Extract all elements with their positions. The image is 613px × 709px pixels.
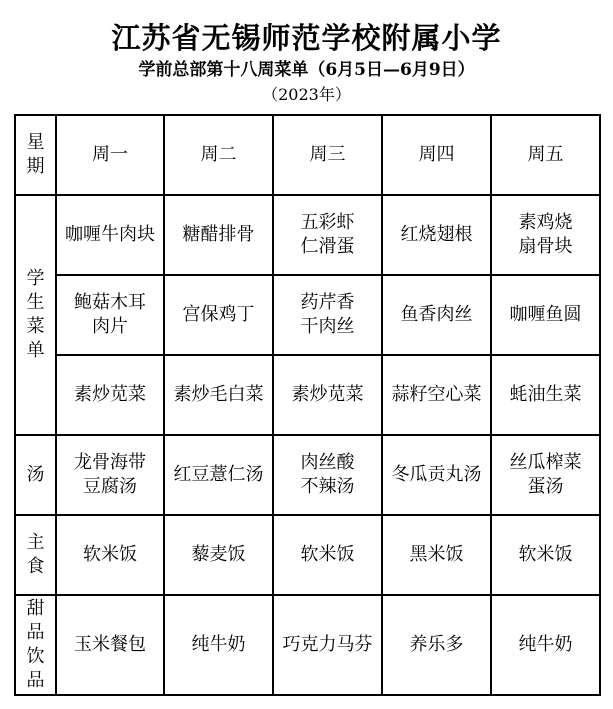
- staple-row: [15, 515, 600, 595]
- dish-name: 咖喱鱼圆: [509, 304, 582, 325]
- day-header: 周一: [56, 115, 164, 195]
- menu-cell: [56, 355, 164, 435]
- staple-name: 软米饭: [300, 544, 355, 565]
- menu-cell: [491, 275, 600, 355]
- menu-cell: [491, 595, 600, 695]
- dish-name: 素鸡烧扇骨块: [518, 212, 573, 257]
- day-header: 周三: [273, 115, 382, 195]
- dessert-label: 甜品饮品: [26, 598, 45, 691]
- dessert-row: [15, 595, 600, 695]
- menu-cell: [164, 355, 273, 435]
- staple-name: 软米饭: [518, 544, 573, 565]
- soup-name: 肉丝酸不辣汤: [300, 452, 355, 497]
- dish-name: 素炒苋菜: [74, 384, 146, 405]
- soup-name: 红豆薏仁汤: [173, 464, 264, 485]
- menu-cell: [164, 435, 273, 515]
- menu-cell: [382, 275, 491, 355]
- menu-cell: [273, 275, 382, 355]
- menu-cell: [491, 355, 600, 435]
- staple-name: 软米饭: [83, 544, 137, 565]
- menu-cell: [491, 435, 600, 515]
- dish-name: 红烧翅根: [400, 224, 473, 245]
- day-header: 周五: [491, 115, 600, 195]
- dessert-name: 巧克力马芬: [282, 634, 373, 655]
- dish-name: 素炒毛白菜: [173, 384, 264, 405]
- dish-name: 蒜籽空心菜: [391, 384, 482, 405]
- dish-name: 鲍菇木耳肉片: [74, 292, 146, 337]
- menu-cell: [56, 515, 164, 595]
- menu-cell: [56, 275, 164, 355]
- menu-cell: [273, 435, 382, 515]
- dish-name: 药芹香干肉丝: [300, 292, 355, 337]
- menu-year: （2023年）: [262, 85, 351, 104]
- menu-cell: [56, 195, 164, 275]
- menu-cell: [56, 595, 164, 695]
- dish-name: 鱼香肉丝: [400, 304, 473, 325]
- menu-cell: [382, 515, 491, 595]
- menu-cell: [273, 195, 382, 275]
- dish-row: [15, 275, 600, 355]
- menu-cell: [382, 435, 491, 515]
- menu-table: [14, 114, 601, 696]
- staple-label: 主食: [26, 532, 45, 577]
- weekday-label-cell: [15, 115, 56, 195]
- menu-cell: [273, 595, 382, 695]
- soup-name: 丝瓜榨菜蛋汤: [509, 452, 582, 497]
- menu-cell: [273, 515, 382, 595]
- dish-name: 咖喱牛肉块: [65, 224, 155, 245]
- weekday-label: 星期: [26, 132, 45, 177]
- dessert-name: 纯牛奶: [518, 634, 573, 655]
- menu-cell: [491, 195, 600, 275]
- weekday-header-row: [15, 115, 600, 195]
- dish-row: [15, 195, 600, 275]
- dish-name: 宫保鸡丁: [182, 304, 255, 325]
- menu-cell: [164, 195, 273, 275]
- menu-cell: [382, 595, 491, 695]
- dish-name: 素炒苋菜: [291, 384, 364, 405]
- dish-row: [15, 355, 600, 435]
- soup-label: 汤: [26, 464, 45, 485]
- dish-name: 蚝油生菜: [509, 384, 582, 405]
- dish-name: 五彩虾仁滑蛋: [300, 212, 355, 257]
- staple-label-cell: [15, 515, 56, 595]
- menu-subtitle: 学前总部第十八周菜单（6月5日—6月9日）: [138, 60, 475, 80]
- menu-cell: [382, 195, 491, 275]
- menu-cell: [56, 435, 164, 515]
- dessert-name: 养乐多: [409, 634, 464, 655]
- dessert-label-cell: [15, 595, 56, 695]
- menu-cell: [164, 275, 273, 355]
- dishes-label-cell: [15, 195, 56, 435]
- staple-name: 藜麦饭: [191, 544, 246, 565]
- dish-name: 糖醋排骨: [182, 224, 255, 245]
- soup-name: 龙骨海带豆腐汤: [74, 452, 146, 497]
- menu-cell: [491, 515, 600, 595]
- menu-cell: [164, 515, 273, 595]
- menu-cell: [382, 355, 491, 435]
- soup-row: [15, 435, 600, 515]
- dessert-name: 纯牛奶: [191, 634, 246, 655]
- page-title: 江苏省无锡师范学校附属小学: [111, 21, 502, 55]
- dessert-name: 玉米餐包: [74, 634, 146, 655]
- soup-label-cell: [15, 435, 56, 515]
- day-header: 周二: [164, 115, 273, 195]
- dishes-label: 学生菜单: [26, 268, 45, 361]
- menu-cell: [164, 595, 273, 695]
- menu-cell: [273, 355, 382, 435]
- staple-name: 黑米饭: [409, 544, 464, 565]
- day-header: 周四: [382, 115, 491, 195]
- soup-name: 冬瓜贡丸汤: [391, 464, 482, 485]
